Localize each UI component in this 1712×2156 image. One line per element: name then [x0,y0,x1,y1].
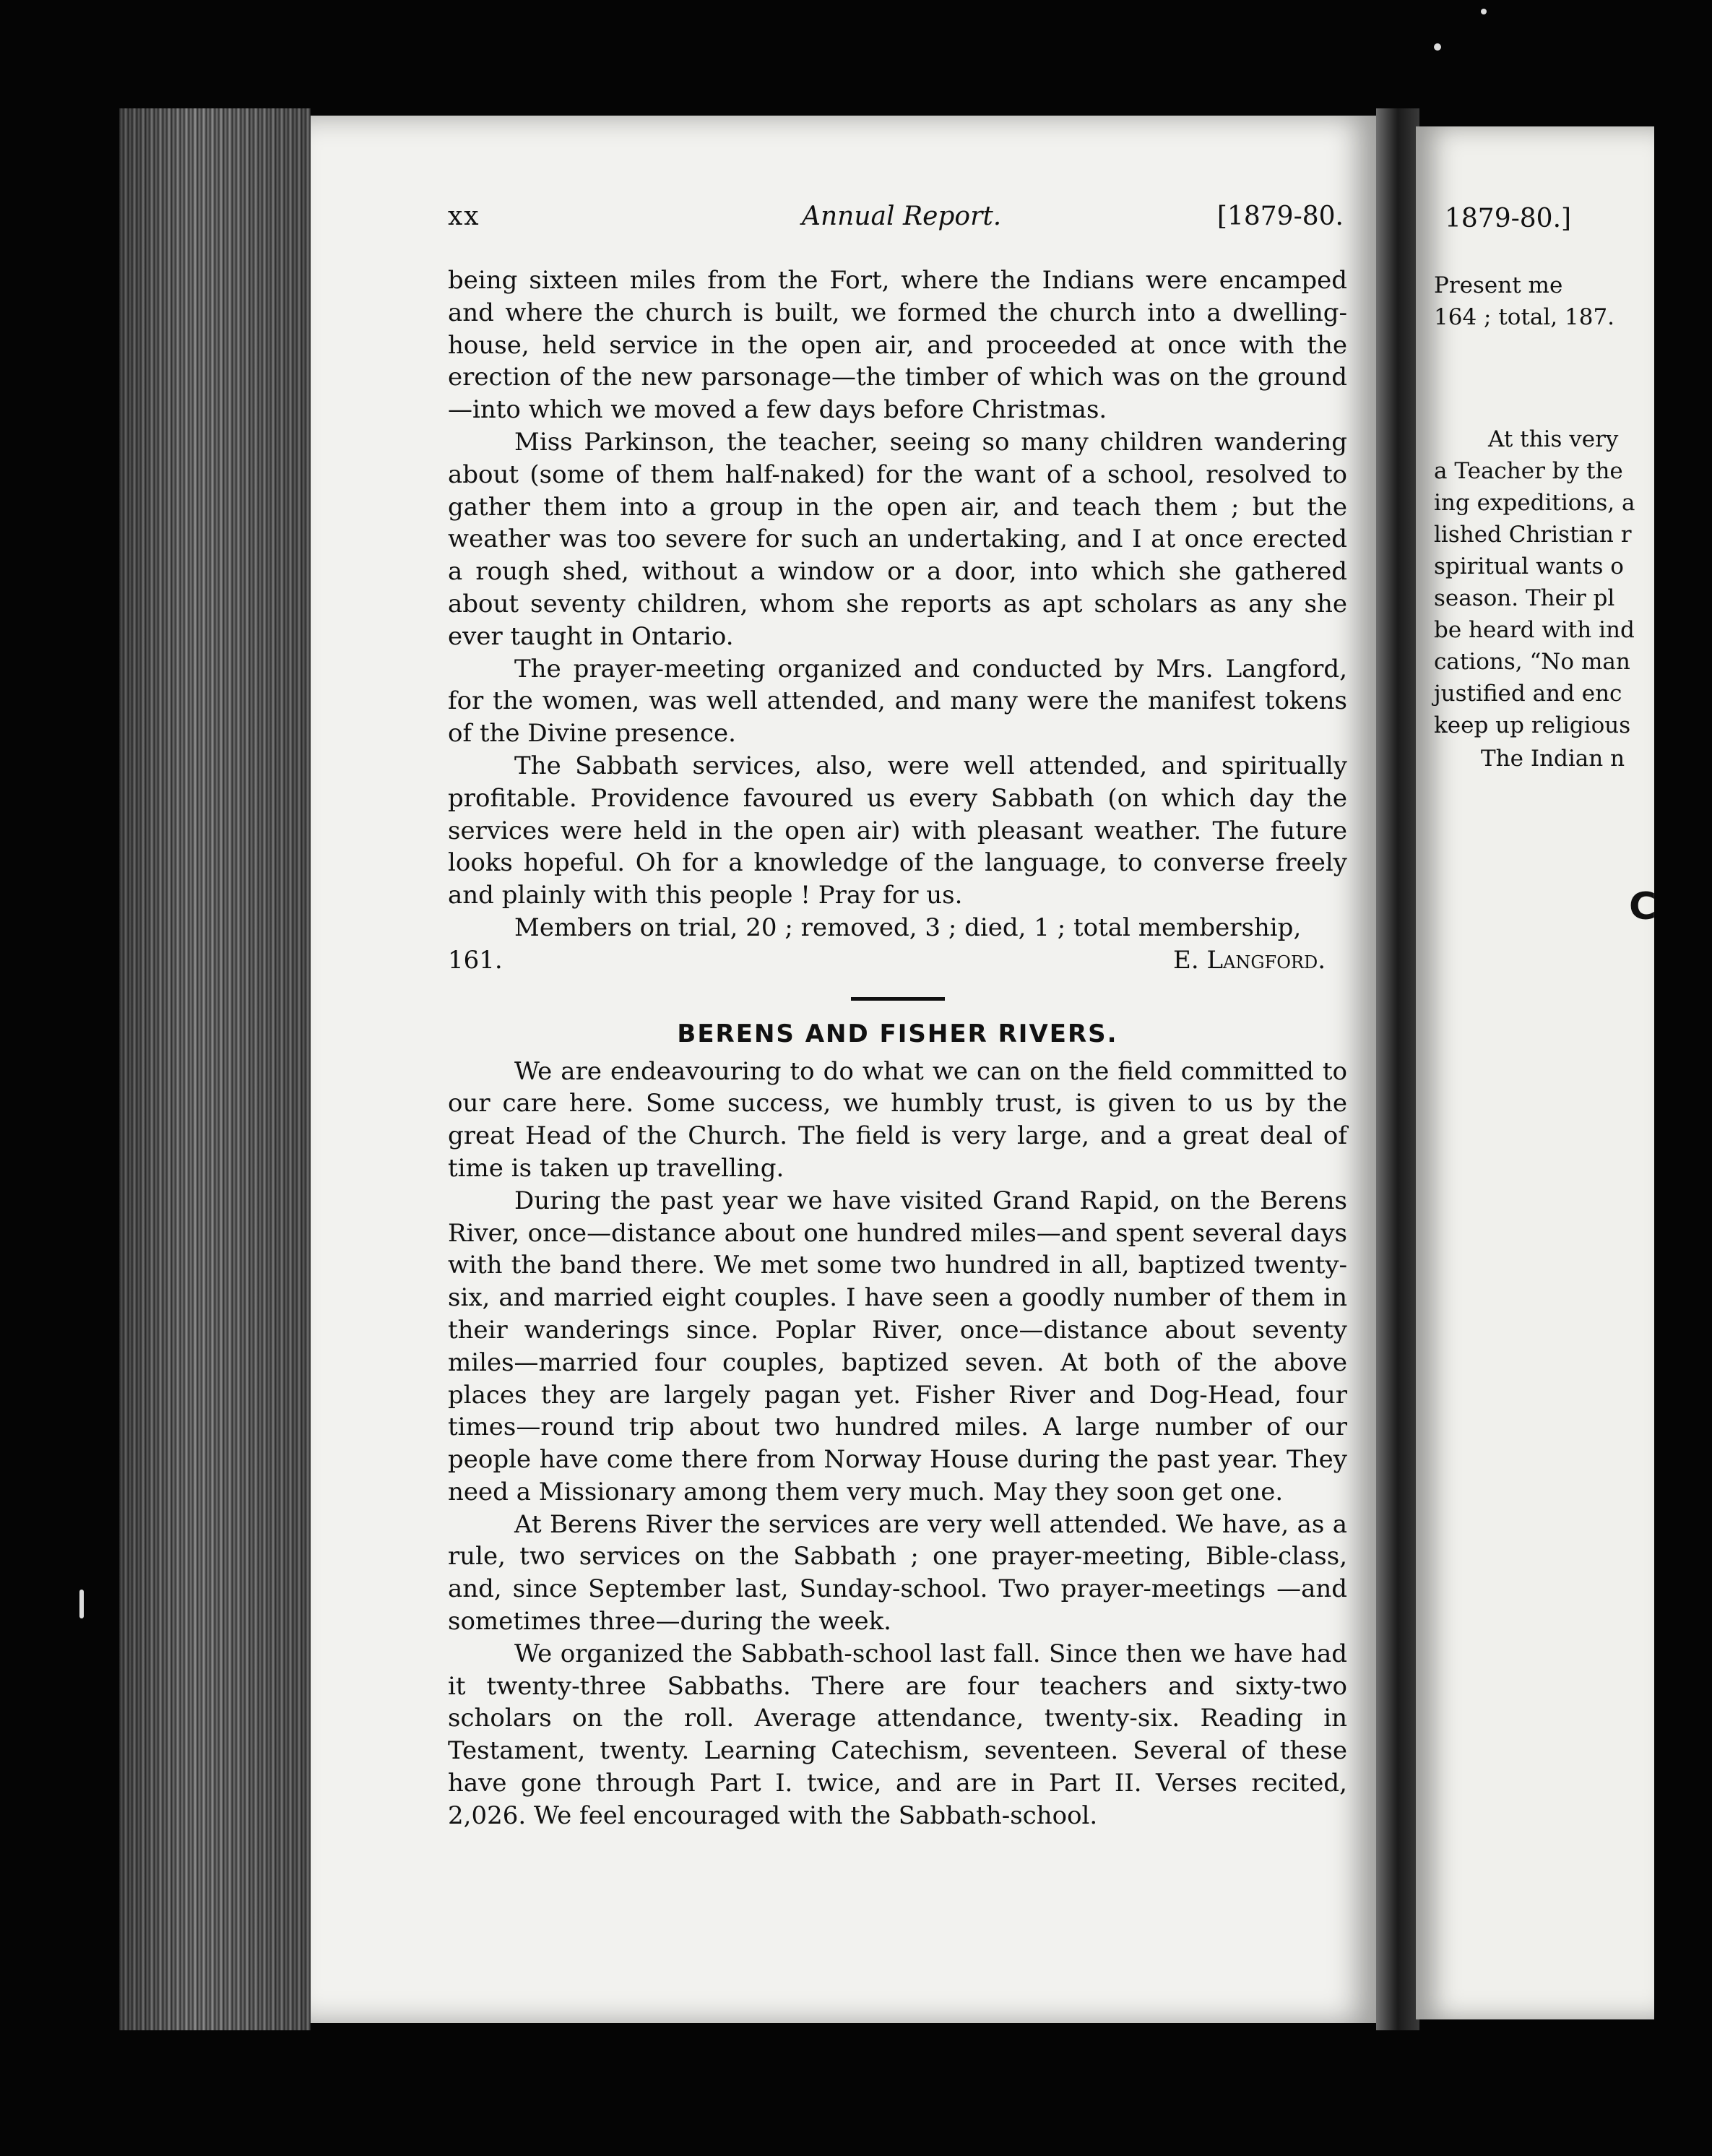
right-line: spiritual wants o [1434,553,1624,579]
right-line: At this very [1488,426,1619,452]
section-title: BERENS AND FISHER RIVERS. [677,1019,1118,1048]
section-rule [851,997,945,1001]
page-edges [119,108,311,2030]
dust-speck [1434,43,1441,51]
right-line: Present me [1434,272,1563,298]
running-head [448,201,1344,237]
paragraph: We are endeavouring to do what we can on the field committed to our care here. Some success, we humbly trust, is given to us by the great Head of the Church. The field is very large, and a great deal of time is taken up travelling. [448,1056,1347,1183]
right-line: ing expeditions, a [1434,490,1635,516]
paragraph: being sixteen miles from the Fort, where the Indians were encamped and where the church is built, we formed the church into a dwelling-house, held service in the open air, and proceeded at once with the erection of the new parsonage—the timber of which was on the ground—into which we moved a few days before Christmas. [448,266,1347,425]
membership-total: 161. [448,945,503,975]
right-line: justified and enc [1434,681,1622,707]
page-number: xx [448,202,480,231]
paragraph: During the past year we have visited Grand Rapid, on the Berens River, once—distance about one hundred miles—and spent several days with the band there. We met some two hundred in all, baptized twenty-six, and married eight couples. I have seen a goodly number of them in their wanderings since. Poplar River, once—distance about seventy miles—married four couples, baptized seven. At both of the above places they are largely pagan yet. Fisher River and Dog-Head, four times—round trip about two hundred miles. A large number of our people have come there from Norway House during the past year. They need a Missionary among them very much. May they soon get one. [448,1186,1347,1506]
dust-speck [79,1590,84,1618]
paragraph: We organized the Sabbath-school last fall. Since then we have had it twenty-three Sabbaths. There are four teachers and sixty-two scholars on the roll. Average attendance, twenty-six. Reading in Testament, twenty. Learning Catechism, seventeen. Several of these have gone through Part I. twice, and are in Part II. Verses recited, 2,026. We feel encouraged with the Sabbath-school. [448,1639,1347,1830]
right-line: keep up religious [1434,712,1631,738]
signature-line [448,944,1347,977]
right-line: a Teacher by the [1434,458,1623,484]
year-range: [1879-80. [1216,202,1344,231]
right-line: season. Their pl [1434,585,1615,611]
dust-speck [1481,9,1487,14]
paragraph: At Berens River the services are very well attended. We have, as a rule, two services on the Sabbath ; one prayer-meeting, Bible-class, and, since September last, Sunday-school. Two prayer-meetings —and sometimes three—during the week. [448,1509,1347,1637]
right-line: be heard with ind [1434,617,1635,643]
paragraph: The prayer-meeting organized and conducted by Mrs. Langford, for the women, was well attended, and many were the manifest tokens of the Divine presence. [448,654,1347,749]
right-page-header: 1879-80.] [1445,204,1572,233]
book-gutter [1376,108,1419,2030]
signature: E. Langford. [1173,945,1326,975]
right-line: lished Christian r [1434,522,1632,548]
right-line: cations, “No man [1434,649,1630,675]
table-heading-fragment: C [1629,885,1657,928]
right-line: The Indian n [1481,746,1625,772]
running-title: Annual Report. [802,202,1002,231]
left-page-body [448,264,1347,1832]
paragraph: Members on trial, 20 ; removed, 3 ; died, 1 ; total membership, [514,913,1302,942]
paragraph: Miss Parkinson, the teacher, seeing so many children wandering about (some of them half-naked) for the want of a school, resolved to gather them into a group in the open air, and teach them ; but the weather was too severe for such an undertaking, and I at once erected a rough shed, without a window or a door, into which she gathered about seventy children, whom she reports as apt scholars as any she ever taught in Ontario. [448,427,1347,651]
right-line: 164 ; total, 187. [1434,304,1615,330]
paragraph: The Sabbath services, also, were well attended, and spiritually profitable. Providence favoured us every Sabbath (on which day the services were held in the open air) with pleasant weather. The future looks hopeful. Oh for a knowledge of the language, to converse freely and plainly with this people ! Pray for us. [448,751,1347,910]
right-page [1416,126,1657,2019]
